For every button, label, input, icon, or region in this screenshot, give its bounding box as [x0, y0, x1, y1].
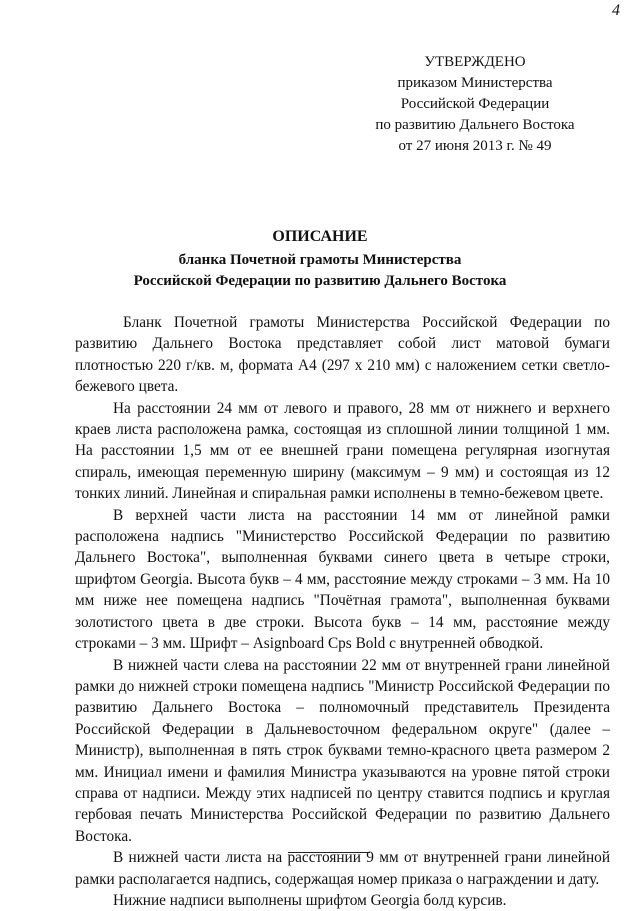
approval-line: по развитию Дальнего Востока: [375, 117, 575, 133]
closing-divider: [288, 852, 370, 853]
approval-line: от 27 июня 2013 г. № 49: [398, 138, 552, 154]
body-paragraph: Нижние надписи выполнены шрифтом Georgia болд курсив.: [113, 891, 507, 909]
document-title: ОПИСАНИЕ: [272, 228, 368, 245]
subtitle-line-2: Российской Федерации по развитию Дальнего Востока: [133, 273, 507, 289]
document-subtitle: [0, 250, 640, 292]
approval-stamp: [360, 52, 590, 157]
body-paragraph: Бланк Почетной грамоты Министерства Российской Федерации по развитию Дальнего Востока представляет собой лист матовой бумаги плотностью 220 г/кв. м, формата А4 (297 x 210 мм) с наложением сетки светло-бежевого цвета.: [75, 314, 610, 396]
approval-line: УТВЕРЖДЕНО: [424, 54, 526, 70]
body-paragraph: В верхней части листа на расстоянии 14 мм от линейной рамки расположена надпись "Министерство Российской Федерации по развитию Дальнего Востока", выполненная буквами синего цвета в четыре строки, шрифтом Georgia. Высота букв – 4 мм, расстояние между строками – 3 мм. На 10 мм ниже нее помещена надпись "Почётная грамота", выполненная буквами золотистого цвета в две строки. Высота букв – 14 мм, расстояние между строками – 3 мм. Шрифт – Asignboard Cps Bold с внутренней обводкой.: [75, 506, 610, 653]
subtitle-line-1: бланка Почетной грамоты Министерства: [178, 252, 462, 268]
body-paragraph: В нижней части слева на расстоянии 22 мм от внутренней грани линейной рамки до нижней строки помещена надпись "Министр Российской Федерации по развитию Дальнего Востока – полномочный представитель Президента Российской Федерации в Дальневосточном федеральном округе" (далее – Министр), выполненная в пять строк буквами темно-красного цвета размером 2 мм. Инициал имени и фамилия Министра указываются на уровне пятой строки справа от надписи. Между этих надписей по центру ставится подпись и круглая гербовая печать Министерства Российской Федерации по развитию Дальнего Востока.: [75, 656, 610, 845]
document-body: [75, 312, 610, 911]
approval-line: Российской Федерации: [400, 96, 550, 112]
body-paragraph: На расстоянии 24 мм от левого и правого, 28 мм от нижнего и верхнего краев листа расположена рамка, состоящая из сплошной линии толщиной 1 мм. На расстоянии 1,5 мм от ее внешней грани помещена регулярная изогнутая спираль, имеющая переменную ширину (максимум – 9 мм) и состоящая из 12 тонких линий. Линейная и спиральная рамки исполнены в темно-бежевом цвете.: [75, 399, 610, 503]
body-paragraph: В нижней части листа на расстоянии 9 мм от внутренней грани линейной рамки располагается надпись, содержащая номер приказа о награждении и дату.: [75, 849, 610, 888]
approval-line: приказом Министерства: [397, 75, 553, 91]
page-number: 4: [612, 2, 620, 19]
